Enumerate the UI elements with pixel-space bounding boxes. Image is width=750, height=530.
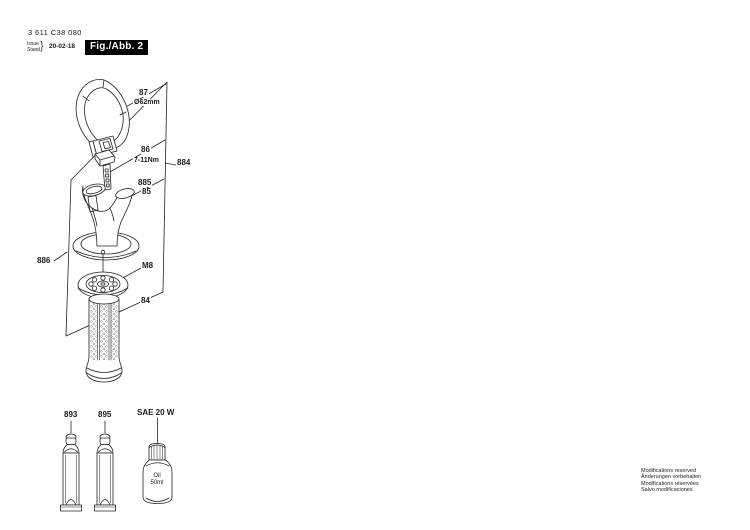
callout-895: 895 bbox=[98, 410, 112, 419]
callout-84: 84 bbox=[141, 296, 150, 305]
callout-m8: M8 bbox=[142, 261, 154, 270]
part-number: 3 611 C38 080 bbox=[28, 28, 82, 37]
issue-stand-label bbox=[27, 42, 40, 53]
callout-sae20w: SAE 20 W bbox=[137, 408, 175, 417]
callout-886: 886 bbox=[37, 256, 51, 265]
callout-86-spec: 7-11Nm bbox=[134, 157, 159, 164]
notice-line-es: Salvo modificaciones bbox=[641, 487, 693, 494]
modifications-notice bbox=[641, 468, 701, 494]
notice-line-fr: Modifications réservées bbox=[641, 480, 699, 487]
issue-date: 20-02-18 bbox=[49, 43, 76, 50]
callout-87: 87 bbox=[139, 88, 148, 97]
callout-87-spec: Ø62mm bbox=[134, 99, 160, 106]
grease-tube-1-drawing bbox=[61, 434, 82, 511]
callout-884: 884 bbox=[177, 158, 191, 167]
callout-893: 893 bbox=[64, 410, 78, 419]
issue-label: Issue bbox=[27, 41, 39, 47]
figure-badge: Fig./Abb. 2 bbox=[85, 40, 148, 55]
notice-line-de: Änderungen vorbehalten bbox=[641, 474, 702, 481]
oil-bottle-label bbox=[142, 473, 172, 487]
grease-tube-2-drawing bbox=[95, 434, 116, 511]
oil-bottle-label-line1: Oil bbox=[153, 473, 161, 479]
callout-85: 85 bbox=[142, 187, 151, 196]
callout-86: 86 bbox=[141, 145, 150, 154]
oil-bottle-label-line2: 50ml bbox=[150, 480, 164, 486]
stand-label: Stand bbox=[27, 46, 41, 53]
issue-stand-brace: } bbox=[40, 40, 44, 52]
notice-line-en: Modifications reserved bbox=[641, 468, 697, 474]
callout-885: 885 bbox=[138, 178, 152, 187]
handle-grip-drawing bbox=[86, 294, 122, 382]
